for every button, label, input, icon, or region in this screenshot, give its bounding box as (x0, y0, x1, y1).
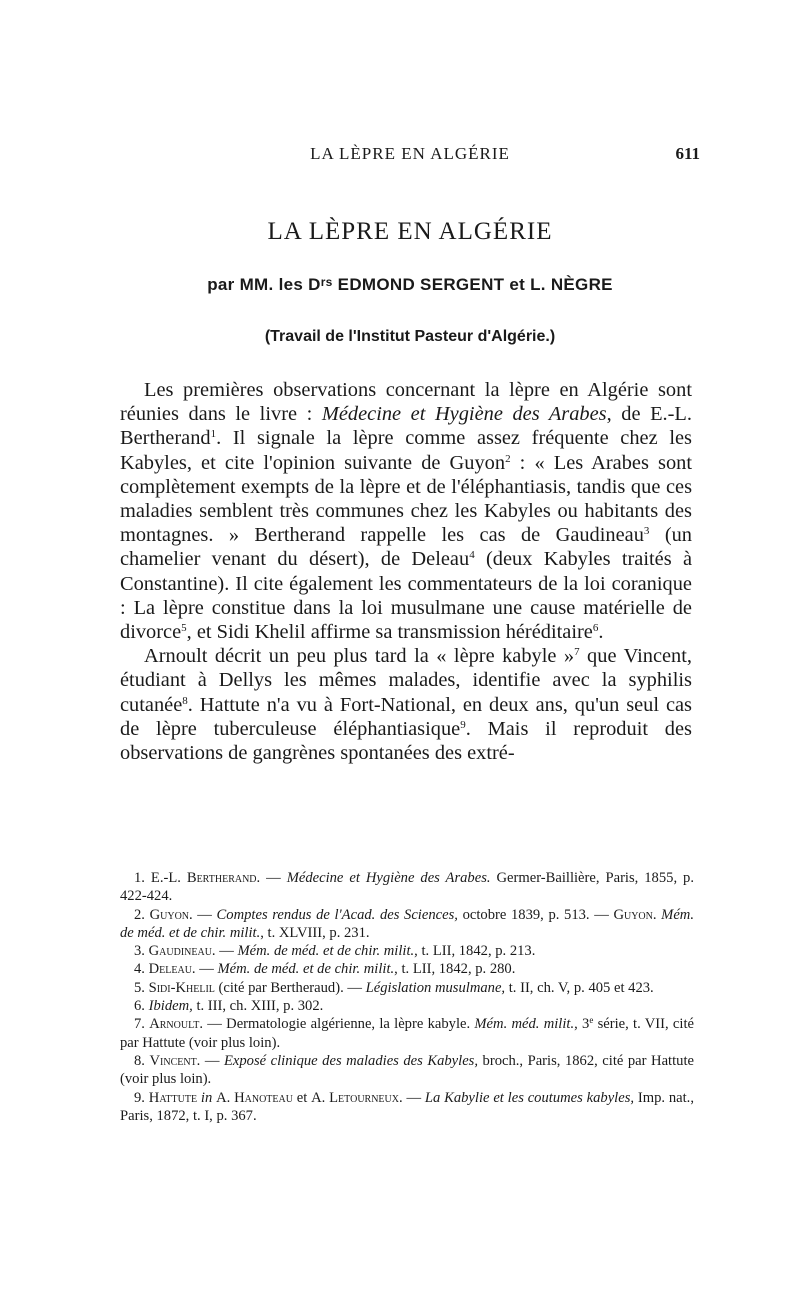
paragraph-1 (120, 378, 692, 644)
text-run: (un chamelier venant du désert), de Deleau (120, 524, 692, 571)
text-run: . Hattute n'a vu à Fort-National, en deux ans, qu'un seul cas de lèpre tuberculeuse éléphantiasique (120, 693, 692, 740)
text-run: — (192, 906, 217, 923)
footnote-9 (120, 1089, 694, 1126)
footnote-number: 6. (134, 998, 145, 1015)
text-run: Germer-Baillière, Paris, 1855, p. 422-424. (120, 870, 694, 905)
footnote-author: A. Letourneux. (311, 1089, 403, 1106)
footnote-ref: 8 (182, 694, 188, 707)
footnote-ref: 7 (574, 646, 580, 659)
text-run: et (292, 1089, 312, 1106)
footnote-title: La Kabylie et les coutumes kabyles, (424, 1089, 635, 1106)
book-title: Médecine et Hygiène des Arabes (321, 403, 607, 426)
footnotes (120, 869, 694, 1125)
footnote-ref: 1 (210, 428, 217, 441)
text-run: Imp. nat., Paris, 1872, t. I, p. 367. (120, 1089, 694, 1124)
text-run: , t. XLVIII, p. 231. (260, 924, 370, 941)
page-number: 611 (675, 144, 700, 163)
text-run: octobre 1839, p. 513. — (457, 906, 614, 923)
footnote-title: Ibidem, (148, 998, 193, 1015)
footnote-author: A. Hanoteau (216, 1089, 293, 1106)
affiliation: (Travail de l'Institut Pasteur d'Algérie.) (264, 328, 556, 345)
footnote-8 (120, 1052, 694, 1089)
text-run: — Dermatologie algérienne, la lèpre kabyle. (203, 1016, 475, 1033)
text-run: — (215, 943, 238, 960)
footnote-title: Législation musulmane, (365, 979, 506, 996)
byline-prefix: par MM. les D (207, 275, 321, 294)
article-title: LA LÈPRE EN ALGÉRIE (267, 218, 553, 245)
footnote-title: Mém. de méd. et de chir. milit. (237, 943, 415, 960)
footnote-ref: 2 (505, 452, 511, 465)
footnote-author: E.-L. Bertherand. (150, 870, 261, 886)
text-run: — (200, 1052, 224, 1069)
footnote-7 (120, 1015, 694, 1052)
footnote-1 (120, 869, 694, 906)
paragraph-2 (120, 644, 692, 765)
byline-superscript: rs (320, 275, 333, 289)
text-run: , 3 (574, 1016, 590, 1033)
footnote-ref: 6 (592, 622, 599, 635)
text-run: , de E.-L. Bertherand (120, 403, 692, 450)
superscript: e (589, 1015, 594, 1026)
text-run: broch., Paris, 1862, cité par Hattute (voir plus loin). (120, 1052, 694, 1088)
text-run: . (598, 621, 604, 644)
text-run: t. III, ch. XIII, p. 302. (192, 998, 324, 1015)
running-title: LA LÈPRE EN ALGÉRIE (310, 144, 510, 163)
text-run: : « Les Arabes sont complètement exempts de la lèpre et de l'éléphantiasis, tandis que ces maladies semblent très communes chez les Kabyles ou habitants des montagnes. » Bertherand rappelle les cas de Gaudineau (120, 451, 693, 547)
text-run: — (260, 870, 287, 886)
footnote-2 (120, 906, 694, 943)
footnote-title: Médecine et Hygiène des Arabes. (286, 870, 491, 886)
footnote-number: 2. (134, 906, 145, 923)
footnote-number: 7. (134, 1016, 145, 1033)
footnote-ref: 4 (469, 549, 475, 562)
footnote-number: 4. (134, 961, 145, 978)
footnote-ref: 3 (643, 525, 650, 538)
footnote-number: 9. (134, 1089, 145, 1106)
footnote-author: Gaudineau. (148, 943, 216, 960)
text-run: , t. LII, 1842, p. 213. (414, 943, 536, 960)
text-run: in (197, 1089, 217, 1106)
text-run: , t. LII, 1842, p. 280. (394, 961, 516, 978)
byline-authors: EDMOND SERGENT et L. NÈGRE (332, 275, 613, 294)
footnote-title: Mém. de méd. et de chir. milit. (120, 906, 694, 941)
footnote-title: Mém. méd. milit. (474, 1016, 575, 1033)
footnote-author: Vincent. (149, 1052, 201, 1069)
text-run: (deux Kabyles traités à Constantine). Il cite également les commentateurs de la loi coranique : La lèpre constitue dans la loi musulmane une cause matérielle de divorce (120, 548, 692, 644)
text-run: (cité par Bertheraud). — (214, 979, 366, 996)
footnote-author: Sidi-Khelil (148, 979, 215, 996)
text-run: — (402, 1089, 425, 1106)
text-run: , et Sidi Khelil affirme sa transmission héréditaire (186, 621, 593, 644)
footnote-author: Hattute (148, 1089, 198, 1106)
text-run: . Mais il reproduit des observations de gangrènes spontanées des extré- (120, 717, 692, 765)
footnote-3 (120, 942, 694, 960)
footnote-number: 1. (134, 870, 145, 886)
text-run: que Vincent, étudiant à Dellys les mêmes malades, identifie avec la syphilis cutanée (120, 645, 693, 716)
footnote-title: Mém. de méd. et de chir. milit. (217, 961, 395, 978)
text-run: série, t. VII, cité par Hattute (voir plus loin). (120, 1016, 694, 1051)
footnote-4 (120, 960, 694, 978)
footnote-number: 3. (134, 943, 145, 960)
text-run: — (195, 961, 218, 978)
text-run: Arnoult décrit un peu plus tard la « lèpre kabyle » (144, 645, 575, 668)
footnote-number: 5. (134, 979, 145, 996)
footnote-author: Arnoult. (149, 1016, 204, 1033)
text-run: Les premières observations concernant la lèpre en Algérie sont réunies dans le livre : (120, 379, 692, 426)
footnote-author: Deleau. (148, 961, 196, 978)
running-head (120, 140, 700, 166)
footnote-author: Guyon. (613, 906, 657, 923)
footnote-ref: 5 (181, 622, 187, 635)
footnote-title: Comptes rendus de l'Acad. des Sciences, (216, 906, 458, 923)
footnote-5 (120, 979, 694, 997)
footnote-author: Guyon. (149, 906, 193, 923)
text-run: . Il signale la lèpre comme assez fréquente chez les Kabyles, et cite l'opinion suivante de Guyon (120, 427, 692, 474)
byline (120, 275, 700, 295)
text-run: t. II, ch. V, p. 405 et 423. (505, 979, 654, 996)
footnote-6 (120, 997, 694, 1015)
footnote-title: Exposé clinique des maladies des Kabyles, (223, 1052, 479, 1069)
footnote-ref: 9 (460, 718, 466, 731)
body-text (120, 378, 692, 765)
footnote-number: 8. (134, 1052, 145, 1069)
